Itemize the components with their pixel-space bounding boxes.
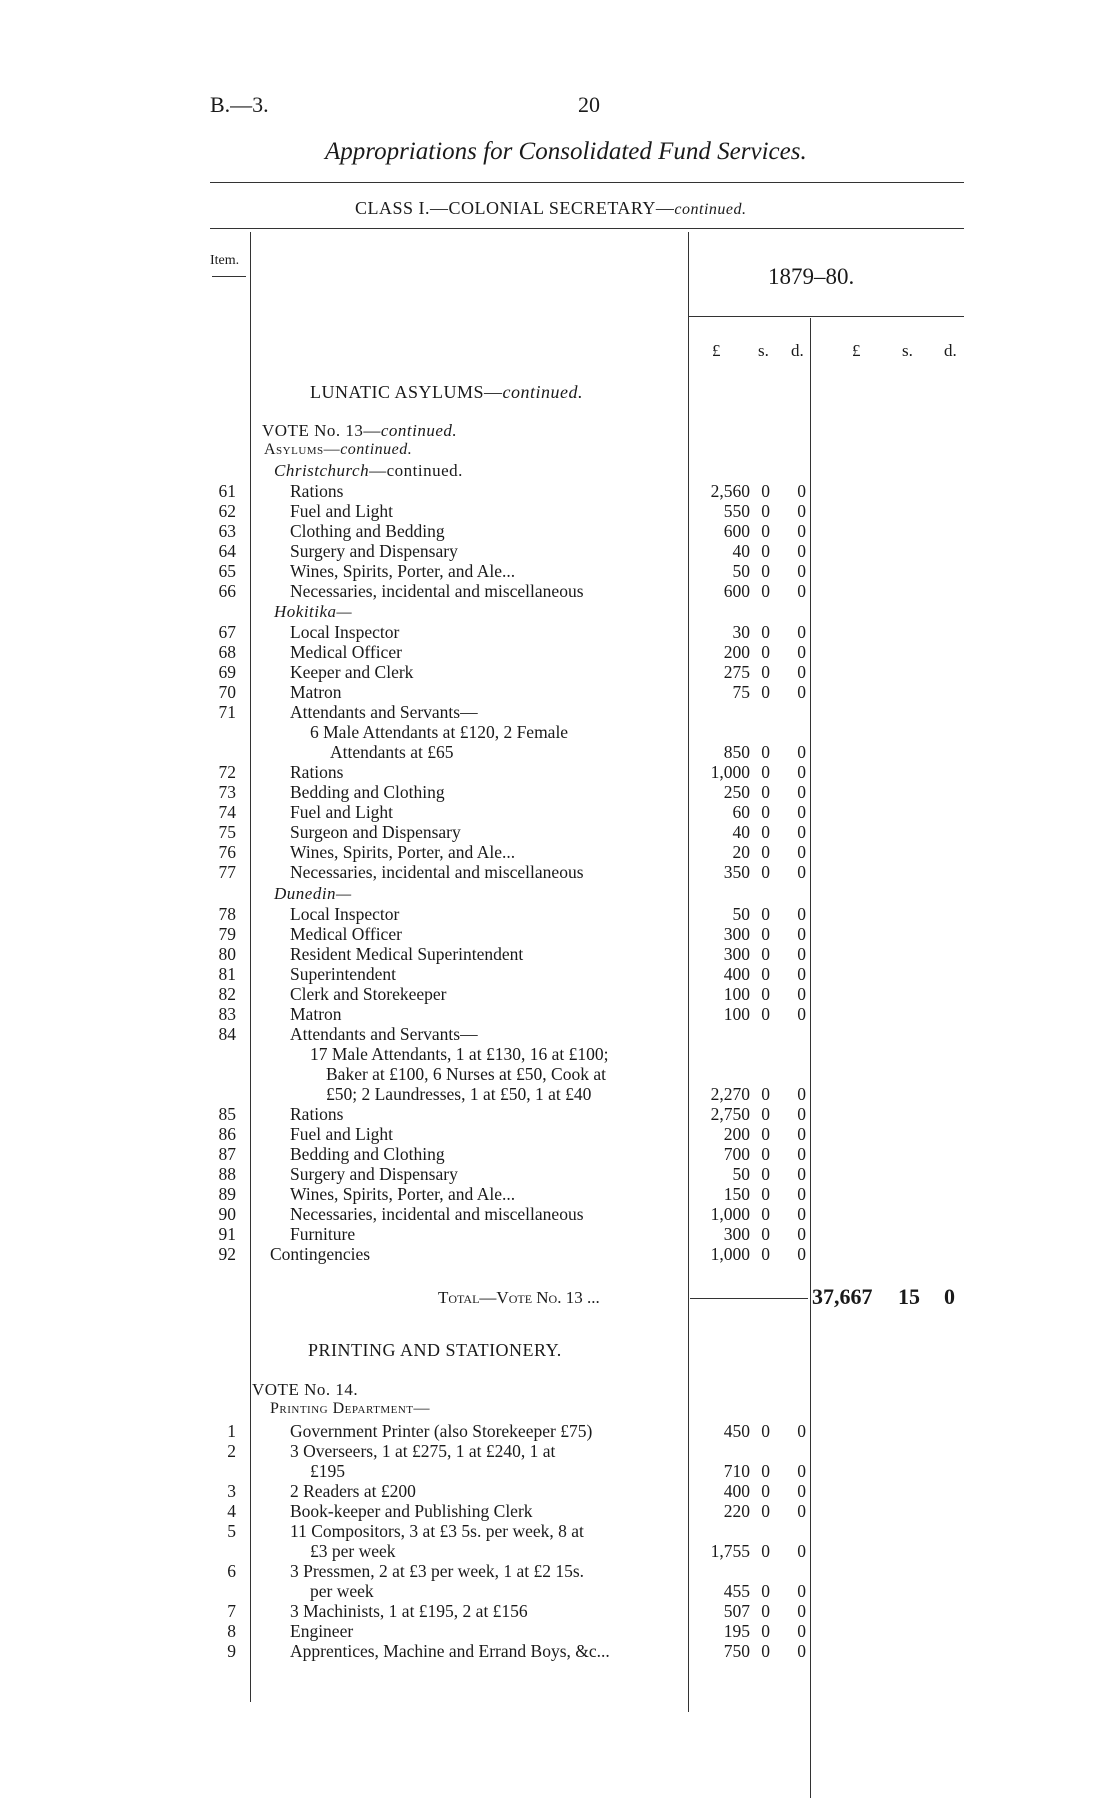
item-description: Surgery and Dispensary	[290, 1164, 458, 1184]
amount-pence: 0	[797, 1621, 806, 1641]
amount-pence: 0	[797, 1224, 806, 1244]
item-number: 87	[218, 1144, 236, 1164]
amount-shillings: 0	[761, 1124, 770, 1144]
item-description: Book-keeper and Publishing Clerk	[290, 1501, 533, 1521]
item-description: Government Printer (also Storekeeper £75)	[290, 1421, 593, 1441]
amount-pence: 0	[797, 1124, 806, 1144]
amount-pounds: 200	[723, 642, 750, 662]
amount-pence: 0	[797, 964, 806, 984]
table-row	[0, 622, 1114, 642]
amount-shillings: 0	[761, 1581, 770, 1601]
item-description: £195	[310, 1461, 345, 1481]
item-description: Resident Medical Superintendent	[290, 944, 524, 964]
amount-pounds: 750	[723, 1641, 750, 1661]
amount-shillings: 0	[761, 481, 770, 501]
item-description: Local Inspector	[290, 904, 400, 924]
amount-pence: 0	[797, 742, 806, 762]
amount-shillings: 0	[761, 1084, 770, 1104]
amount-shillings: 0	[761, 622, 770, 642]
item-number: 70	[218, 682, 236, 702]
amount-pence: 0	[797, 561, 806, 581]
amount-shillings: 0	[761, 1204, 770, 1224]
table-row	[0, 762, 1114, 782]
amount-shillings: 0	[761, 561, 770, 581]
amount-pounds: 195	[723, 1621, 750, 1641]
amount-pence: 0	[797, 1481, 806, 1501]
table-row	[0, 1441, 1114, 1461]
table-row	[0, 1621, 1114, 1641]
table-row	[0, 1004, 1114, 1024]
shillings-header-1: s.	[758, 341, 769, 360]
vote-13-total-pounds: 37,667	[812, 1284, 873, 1309]
amount-pence: 0	[797, 1144, 806, 1164]
year-header: 1879–80.	[768, 264, 855, 289]
amount-pence: 0	[797, 1541, 806, 1561]
item-number: 1	[227, 1421, 236, 1441]
item-description: Keeper and Clerk	[290, 662, 414, 682]
amount-pence: 0	[797, 762, 806, 782]
total-rule	[690, 1298, 808, 1299]
page-number: 20	[578, 92, 600, 117]
table-row	[0, 1024, 1114, 1044]
amount-shillings: 0	[761, 782, 770, 802]
item-description: 2 Readers at £200	[290, 1481, 416, 1501]
amount-pounds: 40	[732, 822, 750, 842]
amount-shillings: 0	[761, 1004, 770, 1024]
table-row	[0, 1541, 1114, 1561]
item-description: Surgery and Dispensary	[290, 541, 458, 561]
amount-pence: 0	[797, 481, 806, 501]
item-description: 17 Male Attendants, 1 at £130, 16 at £100;	[310, 1044, 609, 1064]
item-number: 82	[218, 984, 236, 1004]
amount-pounds: 710	[723, 1461, 750, 1481]
item-number: 90	[218, 1204, 236, 1224]
amount-pounds: 150	[723, 1184, 750, 1204]
amount-shillings: 0	[761, 541, 770, 561]
pence-header-1: d.	[791, 341, 804, 360]
item-number: 64	[218, 541, 236, 561]
amount-pence: 0	[797, 622, 806, 642]
amount-shillings: 0	[761, 1144, 770, 1164]
christchurch-subheading: Christchurch—continued.	[274, 461, 463, 480]
item-number: 7	[227, 1601, 236, 1621]
pence-header-2: d.	[944, 341, 957, 360]
amount-pence: 0	[797, 924, 806, 944]
amount-pence: 0	[797, 541, 806, 561]
item-number: 91	[218, 1224, 236, 1244]
amount-pence: 0	[797, 501, 806, 521]
amount-shillings: 0	[761, 1601, 770, 1621]
table-row	[0, 1204, 1114, 1224]
table-row	[0, 481, 1114, 501]
amount-pounds: 60	[732, 802, 750, 822]
item-description: Attendants at £65	[330, 742, 454, 762]
item-description: £50; 2 Laundresses, 1 at £50, 1 at £40	[326, 1084, 592, 1104]
item-description: Bedding and Clothing	[290, 1144, 445, 1164]
amount-pounds: 300	[723, 1224, 750, 1244]
page-title: Appropriations for Consolidated Fund Services.	[325, 138, 807, 165]
item-number: 67	[218, 622, 236, 642]
amount-pounds: 2,750	[710, 1104, 750, 1124]
item-number: 9	[227, 1641, 236, 1661]
amount-shillings: 0	[761, 742, 770, 762]
item-number: 73	[218, 782, 236, 802]
item-number: 92	[218, 1244, 236, 1264]
amount-pounds: 50	[732, 1164, 750, 1184]
amount-pounds: 400	[723, 964, 750, 984]
amount-pence: 0	[797, 521, 806, 541]
amount-pence: 0	[797, 662, 806, 682]
asylums-subheading: Asylums—continued.	[264, 441, 413, 458]
item-description: Apprentices, Machine and Errand Boys, &c...	[290, 1641, 610, 1661]
item-description: Rations	[290, 1104, 344, 1124]
table-row	[0, 1144, 1114, 1164]
item-description: £3 per week	[310, 1541, 396, 1561]
table-row	[0, 1044, 1114, 1064]
amount-pounds: 300	[723, 924, 750, 944]
amount-shillings: 0	[761, 1184, 770, 1204]
amount-pence: 0	[797, 944, 806, 964]
table-row	[0, 842, 1114, 862]
table-row	[0, 742, 1114, 762]
amount-pounds: 1,755	[710, 1541, 750, 1561]
item-description: Fuel and Light	[290, 802, 394, 822]
table-row	[0, 1521, 1114, 1541]
item-number: 86	[218, 1124, 236, 1144]
amount-pounds: 600	[723, 581, 750, 601]
item-description: Rations	[290, 481, 344, 501]
item-number: 8	[227, 1621, 236, 1641]
item-description: Fuel and Light	[290, 501, 394, 521]
item-number: 84	[218, 1024, 236, 1044]
amount-pounds: 550	[723, 501, 750, 521]
amount-pounds: 220	[723, 1501, 750, 1521]
item-number: 72	[218, 762, 236, 782]
item-number: 78	[218, 904, 236, 924]
table-row	[0, 722, 1114, 742]
table-row	[0, 904, 1114, 924]
table-row	[0, 662, 1114, 682]
table-row	[0, 702, 1114, 722]
item-description: Clothing and Bedding	[290, 521, 445, 541]
vote-13-total-pence: 0	[944, 1284, 955, 1309]
table-row	[0, 1461, 1114, 1481]
table-row	[0, 1224, 1114, 1244]
amount-pounds: 700	[723, 1144, 750, 1164]
item-number: 66	[218, 581, 236, 601]
shillings-header-2: s.	[902, 341, 913, 360]
vote-13-total-label: Total—Vote No. 13 ...	[438, 1288, 600, 1307]
vote-13-total-shillings: 15	[898, 1284, 920, 1309]
item-description: per week	[310, 1581, 374, 1601]
amount-shillings: 0	[761, 822, 770, 842]
hokitika-subheading: Hokitika—	[274, 602, 353, 621]
item-description: Medical Officer	[290, 642, 402, 662]
amount-pounds: 350	[723, 862, 750, 882]
table-row	[0, 1104, 1114, 1124]
printing-dept-subheading: Printing Department—	[270, 1400, 430, 1417]
item-number: 63	[218, 521, 236, 541]
amount-shillings: 0	[761, 1481, 770, 1501]
amount-pounds: 400	[723, 1481, 750, 1501]
amount-shillings: 0	[761, 1104, 770, 1124]
item-number: 74	[218, 802, 236, 822]
item-description: Baker at £100, 6 Nurses at £50, Cook at	[326, 1064, 606, 1084]
amount-pence: 0	[797, 1581, 806, 1601]
table-row	[0, 862, 1114, 882]
amount-shillings: 0	[761, 802, 770, 822]
item-description: 3 Pressmen, 2 at £3 per week, 1 at £2 15s.	[290, 1561, 585, 1581]
item-description: Matron	[290, 1004, 342, 1024]
table-row	[0, 1641, 1114, 1661]
amount-pence: 0	[797, 842, 806, 862]
amount-pounds: 2,270	[710, 1084, 750, 1104]
item-number: 89	[218, 1184, 236, 1204]
amount-pence: 0	[797, 904, 806, 924]
amount-pounds: 600	[723, 521, 750, 541]
item-description: Clerk and Storekeeper	[290, 984, 447, 1004]
amount-shillings: 0	[761, 862, 770, 882]
amount-pence: 0	[797, 581, 806, 601]
amount-shillings: 0	[761, 1244, 770, 1264]
table-row	[0, 1481, 1114, 1501]
item-header-rule	[212, 276, 246, 277]
amount-pence: 0	[797, 1004, 806, 1024]
amount-shillings: 0	[761, 682, 770, 702]
item-description: Attendants and Servants—	[290, 702, 478, 722]
amount-shillings: 0	[761, 984, 770, 1004]
amount-pounds: 2,560	[710, 481, 750, 501]
amount-shillings: 0	[761, 924, 770, 944]
table-row	[0, 802, 1114, 822]
amount-pounds: 507	[723, 1601, 750, 1621]
amount-pence: 0	[797, 984, 806, 1004]
amount-pence: 0	[797, 1421, 806, 1441]
amount-shillings: 0	[761, 904, 770, 924]
item-number: 75	[218, 822, 236, 842]
item-description: Wines, Spirits, Porter, and Ale...	[290, 561, 516, 581]
amount-pounds: 455	[723, 1581, 750, 1601]
amount-pounds: 850	[723, 742, 750, 762]
amount-pence: 0	[797, 862, 806, 882]
table-row	[0, 984, 1114, 1004]
amount-pence: 0	[797, 1084, 806, 1104]
item-number: 80	[218, 944, 236, 964]
table-row	[0, 1421, 1114, 1441]
table-row	[0, 1164, 1114, 1184]
item-description: Necessaries, incidental and miscellaneous	[290, 862, 584, 882]
item-description: Superintendent	[290, 964, 396, 984]
amount-shillings: 0	[761, 964, 770, 984]
amount-shillings: 0	[761, 762, 770, 782]
item-number: 81	[218, 964, 236, 984]
table-row	[0, 521, 1114, 541]
item-description: Local Inspector	[290, 622, 400, 642]
item-description: Contingencies	[270, 1244, 371, 1264]
table-row	[0, 964, 1114, 984]
amount-pounds: 50	[732, 904, 750, 924]
item-description: Wines, Spirits, Porter, and Ale...	[290, 842, 516, 862]
amount-shillings: 0	[761, 662, 770, 682]
lunatic-asylums-heading: LUNATIC ASYLUMS—continued.	[310, 382, 584, 402]
pounds-header-1: £	[712, 341, 721, 360]
item-number: 83	[218, 1004, 236, 1024]
amount-pounds: 75	[732, 682, 750, 702]
table-row	[0, 642, 1114, 662]
table-row	[0, 541, 1114, 561]
table-row	[0, 944, 1114, 964]
amount-shillings: 0	[761, 1421, 770, 1441]
amount-pounds: 100	[723, 1004, 750, 1024]
item-number: 77	[218, 862, 236, 882]
item-description: 6 Male Attendants at £120, 2 Female	[310, 722, 569, 742]
class-heading: CLASS I.—COLONIAL SECRETARY—continued.	[355, 198, 747, 218]
amount-shillings: 0	[761, 1164, 770, 1184]
year-rule	[688, 316, 964, 317]
amount-shillings: 0	[761, 501, 770, 521]
amount-pence: 0	[797, 1641, 806, 1661]
item-number: 88	[218, 1164, 236, 1184]
amount-pounds: 200	[723, 1124, 750, 1144]
amount-shillings: 0	[761, 1541, 770, 1561]
item-number: 69	[218, 662, 236, 682]
item-description: Furniture	[290, 1224, 356, 1244]
amount-pence: 0	[797, 1601, 806, 1621]
amount-shillings: 0	[761, 521, 770, 541]
item-number: 3	[227, 1481, 236, 1501]
item-description: Wines, Spirits, Porter, and Ale...	[290, 1184, 516, 1204]
table-row	[0, 1064, 1114, 1084]
amount-shillings: 0	[761, 944, 770, 964]
item-description: 3 Machinists, 1 at £195, 2 at £156	[290, 1601, 528, 1621]
item-description: Medical Officer	[290, 924, 402, 944]
item-description: Bedding and Clothing	[290, 782, 445, 802]
table-row	[0, 924, 1114, 944]
pounds-header-2: £	[852, 341, 861, 360]
title-rule	[210, 182, 964, 183]
table-row	[0, 822, 1114, 842]
amount-pounds: 30	[732, 622, 750, 642]
amount-pence: 0	[797, 682, 806, 702]
item-number: 85	[218, 1104, 236, 1124]
class-rule	[210, 228, 964, 229]
table-row	[0, 682, 1114, 702]
table-row	[0, 1581, 1114, 1601]
item-number: 5	[227, 1521, 236, 1541]
item-number: 62	[218, 501, 236, 521]
amount-pounds: 20	[732, 842, 750, 862]
table-row	[0, 1244, 1114, 1264]
amount-shillings: 0	[761, 1641, 770, 1661]
dunedin-subheading: Dunedin—	[274, 884, 352, 903]
table-row	[0, 1084, 1114, 1104]
table-row	[0, 782, 1114, 802]
item-number: 4	[227, 1501, 236, 1521]
item-number: 71	[218, 702, 236, 722]
amount-pounds: 50	[732, 561, 750, 581]
page-reference: B.—3.	[210, 92, 269, 117]
amount-pence: 0	[797, 782, 806, 802]
amount-shillings: 0	[761, 1501, 770, 1521]
item-description: Matron	[290, 682, 342, 702]
amount-shillings: 0	[761, 842, 770, 862]
item-column-header: Item.	[210, 253, 240, 268]
amount-pounds: 1,000	[710, 1244, 750, 1264]
table-row	[0, 1124, 1114, 1144]
printing-heading: PRINTING AND STATIONERY.	[308, 1340, 562, 1360]
amount-pence: 0	[797, 1104, 806, 1124]
amount-shillings: 0	[761, 581, 770, 601]
amount-pence: 0	[797, 822, 806, 842]
item-number: 68	[218, 642, 236, 662]
item-description: 3 Overseers, 1 at £275, 1 at £240, 1 at	[290, 1441, 556, 1461]
amount-pounds: 450	[723, 1421, 750, 1441]
amount-shillings: 0	[761, 1224, 770, 1244]
amount-pounds: 1,000	[710, 762, 750, 782]
amount-pence: 0	[797, 1184, 806, 1204]
table-row	[0, 501, 1114, 521]
table-row	[0, 1501, 1114, 1521]
item-number: 6	[227, 1561, 236, 1581]
amount-pence: 0	[797, 802, 806, 822]
amount-pence: 0	[797, 642, 806, 662]
item-description: Necessaries, incidental and miscellaneous	[290, 581, 584, 601]
amount-pence: 0	[797, 1244, 806, 1264]
item-description: Attendants and Servants—	[290, 1024, 478, 1044]
table-row	[0, 1601, 1114, 1621]
amount-shillings: 0	[761, 1621, 770, 1641]
item-number: 65	[218, 561, 236, 581]
amount-pounds: 300	[723, 944, 750, 964]
item-description: Necessaries, incidental and miscellaneous	[290, 1204, 584, 1224]
item-number: 76	[218, 842, 236, 862]
item-description: Engineer	[290, 1621, 354, 1641]
amount-shillings: 0	[761, 642, 770, 662]
item-description: 11 Compositors, 3 at £3 5s. per week, 8 at	[290, 1521, 584, 1541]
amount-pence: 0	[797, 1501, 806, 1521]
table-row	[0, 581, 1114, 601]
table-row	[0, 1561, 1114, 1581]
table-row	[0, 561, 1114, 581]
amount-pounds: 40	[732, 541, 750, 561]
amount-pounds: 275	[723, 662, 750, 682]
amount-pounds: 250	[723, 782, 750, 802]
vote-14-heading: VOTE No. 14.	[252, 1380, 359, 1399]
item-description: Fuel and Light	[290, 1124, 394, 1144]
amount-shillings: 0	[761, 1461, 770, 1481]
item-number: 2	[227, 1441, 236, 1461]
table-row	[0, 1184, 1114, 1204]
amount-pounds: 1,000	[710, 1204, 750, 1224]
item-number: 79	[218, 924, 236, 944]
amount-pence: 0	[797, 1164, 806, 1184]
amount-pence: 0	[797, 1461, 806, 1481]
amount-pence: 0	[797, 1204, 806, 1224]
amount-pounds: 100	[723, 984, 750, 1004]
item-number: 61	[218, 481, 236, 501]
item-description: Surgeon and Dispensary	[290, 822, 461, 842]
vote-13-heading: VOTE No. 13—continued.	[262, 421, 458, 440]
item-description: Rations	[290, 762, 344, 782]
